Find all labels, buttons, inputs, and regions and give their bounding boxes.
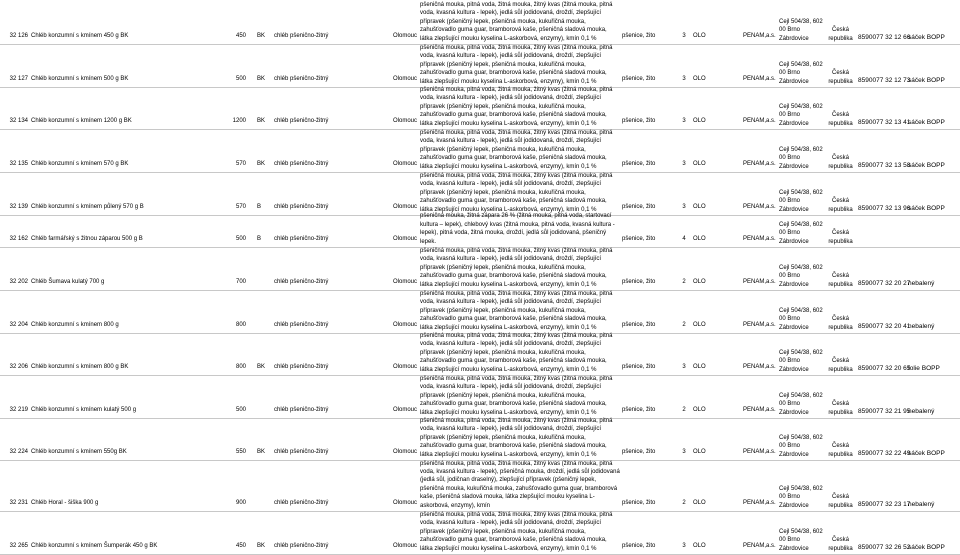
- allergens-cell: pšenice, žito: [622, 236, 656, 242]
- weight-cell: 1200: [232, 118, 246, 124]
- number-cell: 3: [682, 161, 686, 167]
- product-name-cell: Chléb konzumní s kmínem Šumperák 450 g BK: [31, 543, 158, 549]
- packaging-cell: folie BOPP: [908, 365, 940, 372]
- code-cell: 32 162: [9, 236, 28, 242]
- ingredients-cell: pšeničná mouka, pitná voda, žitná mouka, žitný kvas (žitná mouka, pitná voda, kvasná kultura - lepek), jedlá sůl jodidovaná, droždí, zlepšující přípravek (pšeničný lepek, pšeničná mouka, kukuřičná mouka, zahušťovadlo guma guar, bramborová kaše, pšeničná sladová mouka, látka zlepšující mouku kyselina L-askorbová, enzymy), kmín 0,1 %: [420, 332, 613, 373]
- kind-cell: chléb pšenično-žitný: [274, 76, 329, 82]
- packaging-cell: nebalený: [908, 280, 935, 287]
- table-row: [0, 130, 960, 173]
- allergens-cell: pšenice, žito: [622, 279, 656, 285]
- address-cell: Cejl 504/38, 602 00 Brno Zábrdovice: [779, 103, 823, 127]
- producer-code-cell: OLO: [693, 407, 706, 413]
- product-name-cell: Chléb konzumní s kmínem kulatý 500 g: [31, 407, 137, 413]
- producer-name-cell: PENAM,a.s.: [743, 407, 776, 413]
- unit-cell: BK: [257, 33, 266, 39]
- product-name-cell: Chléb Horal - šiška 900 g: [31, 500, 99, 506]
- kind-cell: chléb pšenično-žitný: [274, 118, 329, 124]
- packaging-cell: sáček BOPP: [908, 77, 945, 84]
- weight-cell: 500: [235, 407, 246, 413]
- unit-cell: BK: [257, 161, 266, 167]
- number-cell: 3: [682, 449, 686, 455]
- producer-code-cell: OLO: [693, 449, 706, 455]
- country-cell: Česká republika: [828, 358, 853, 373]
- city-cell: Olomouc: [392, 204, 417, 210]
- ingredients-cell: pšeničná mouka, pitná voda, žitná mouka, žitný kvas (žitná mouka, pitná voda, kvasná kultura - lepek), jedlá sůl jodidovaná, droždí, zlepšující přípravek (pšeničný lepek, pšeničná mouka, kukuřičná mouka, zahušťovadlo guma guar, bramborová kaše, pšeničná sladová mouka, látka zlepšující mouku kyselina L-askorbová, enzymy), kmín 0,1 %: [420, 44, 613, 85]
- unit-cell: BK: [257, 118, 266, 124]
- producer-name-cell: PENAM,a.s.: [743, 322, 776, 328]
- kind-cell: chléb pšenično-žitný: [274, 407, 329, 413]
- ean-cell: 8590077 32 23 17: [858, 501, 911, 508]
- code-cell: 32 219: [9, 407, 28, 413]
- producer-name-cell: PENAM,a.s.: [743, 76, 776, 82]
- packaging-cell: nebalený: [908, 323, 935, 330]
- number-cell: 2: [682, 407, 686, 413]
- table-row: [0, 291, 960, 334]
- weight-cell: 700: [235, 279, 246, 285]
- country-cell: Česká republika: [828, 155, 853, 170]
- unit-cell: BK: [257, 76, 266, 82]
- number-cell: 3: [682, 364, 686, 370]
- packaging-cell: nebalený: [908, 501, 935, 508]
- kind-cell: chléb pšenično-žitný: [274, 204, 329, 210]
- ingredients-cell: pšeničná mouka, pitná voda, žitná mouka, žitný kvas (žitná mouka, pitná voda, kvasná kultura - lepek), jedlá sůl jodidovaná, droždí, zlepšující přípravek (pšeničný lepek, pšeničná mouka, kukuřičná mouka, zahušťovadlo guma guar, bramborová kaše, pšeničná sladová mouka, látka zlepšující mouku kyselina L-askorbová, enzymy), kmín 0,1 %: [420, 86, 613, 127]
- ingredients-cell: pšeničná mouka, pitná voda, žitná mouka, žitný kvas (žitná mouka, pitná voda, kvasná kultura - lepek), jedlá sůl jodidovaná, droždí, zlepšující přípravek (pšeničný lepek, pšeničná mouka, kukuřičná mouka, zahušťovadlo guma guar, bramborová kaše, pšeničná sladová mouka, látka zlepšující mouku kyselina L-askorbová, enzymy), kmín 0,1 %: [420, 247, 613, 288]
- country-cell: Česká republika: [828, 401, 853, 416]
- product-name-cell: Chléb konzumní s kmínem půlený 570 g B: [31, 204, 144, 210]
- kind-cell: chléb pšenično-žitný: [274, 33, 329, 39]
- producer-code-cell: OLO: [693, 33, 706, 39]
- table-row: [0, 0, 960, 45]
- ean-cell: 8590077 32 12 73: [858, 77, 911, 84]
- city-cell: Olomouc: [392, 322, 417, 328]
- table-row: [0, 334, 960, 376]
- table-row: [0, 512, 960, 555]
- address-cell: Cejl 504/38, 602 00 Brno Zábrdovice: [779, 264, 823, 288]
- ean-cell: 8590077 32 22 49: [858, 450, 911, 457]
- producer-name-cell: PENAM,a.s.: [743, 161, 776, 167]
- code-cell: 32 231: [9, 500, 28, 506]
- country-cell: Česká republika: [828, 273, 853, 288]
- packaging-cell: nebalený: [908, 408, 935, 415]
- city-cell: Olomouc: [392, 118, 417, 124]
- table-row: [0, 248, 960, 291]
- unit-cell: BK: [257, 449, 266, 455]
- code-cell: 32 202: [9, 279, 28, 285]
- kind-cell: chléb pšenično-žitný: [274, 364, 329, 370]
- number-cell: 3: [682, 543, 686, 549]
- city-cell: Olomouc: [392, 500, 417, 506]
- ean-cell: 8590077 32 12 66: [858, 34, 911, 41]
- weight-cell: 500: [235, 76, 246, 82]
- product-name-cell: Chléb Šumava kulatý 700 g: [31, 279, 105, 285]
- product-name-cell: Chléb konzumní s kmínem 800 g: [31, 322, 119, 328]
- ingredients-cell: pšeničná mouka, pitná voda, žitná mouka, žitný kvas (žitná mouka, pitná voda, kvasná kultura - lepek), jedlá sůl jodidovaná, droždí, zlepšující přípravek (pšeničný lepek, pšeničná mouka, kukuřičná mouka, zahušťovadlo guma guar, bramborová kaše, pšeničná sladová mouka, látka zlepšující mouku kyselina L-askorbová, enzymy), kmín 0,1 %: [420, 1, 613, 42]
- unit-cell: B: [257, 204, 262, 210]
- producer-code-cell: OLO: [693, 76, 706, 82]
- kind-cell: chléb pšenično-žitný: [274, 322, 329, 328]
- city-cell: Olomouc: [392, 449, 417, 455]
- producer-name-cell: PENAM,a.s.: [743, 236, 776, 242]
- address-cell: Cejl 504/38, 602 00 Brno Zábrdovice: [779, 485, 823, 509]
- weight-cell: 900: [235, 500, 246, 506]
- allergens-cell: pšenice, žito: [622, 322, 656, 328]
- product-name-cell: Chléb farmářský s žitnou záparou 500 g B: [31, 236, 143, 242]
- country-cell: Česká republika: [828, 537, 853, 552]
- producer-code-cell: OLO: [693, 236, 706, 242]
- ingredients-cell: pšeničná mouka, pitná voda, žitná mouka, žitný kvas (žitná mouka, pitná voda, kvasná kultura - lepek), jedlá sůl jodidovaná, droždí, zlepšující přípravek (pšeničný lepek, pšeničná mouka, kukuřičná mouka, zahušťovadlo guma guar, bramborová kaše, pšeničná sladová mouka, látka zlepšující mouku kyselina L-askorbová, enzymy), kmín 0,1 %: [420, 172, 613, 213]
- table-row: [0, 173, 960, 216]
- ingredients-cell: pšeničná mouka, pitná voda, žitná mouka, žitný kvas (žitná mouka, pitná voda, kvasná kultura - lepek), jedlá sůl jodidovaná, droždí, zlepšující přípravek (pšeničný lepek, pšeničná mouka, kukuřičná mouka, zahušťovadlo guma guar, bramborová kaše, pšeničná sladová mouka, látka zlepšující mouku kyselina L-askorbová, enzymy), kmín 0,1 %: [420, 290, 613, 331]
- table-row: [0, 461, 960, 512]
- product-name-cell: Chléb konzumní s kmínem 800 g BK: [31, 364, 129, 370]
- allergens-cell: pšenice, žito: [622, 500, 656, 506]
- ean-cell: 8590077 32 13 96: [858, 205, 911, 212]
- address-cell: Cejl 504/38, 602 00 Brno Zábrdovice: [779, 146, 823, 170]
- weight-cell: 570: [235, 204, 246, 210]
- code-cell: 32 204: [9, 322, 28, 328]
- product-name-cell: Chléb konzumní s kmínem 550g BK: [31, 449, 127, 455]
- producer-code-cell: OLO: [693, 279, 706, 285]
- ingredients-cell: pšeničná mouka, žitná zápara 26 % (žitná mouka, pitná voda, startovací kultura – lepek), chlebový kvas (žitná mouka, pitná voda, kvasná kultura - lepek), pitná voda, žitná mouka, droždí, jedlá sůl jodidovaná, pšeničný lepek.: [420, 213, 615, 245]
- unit-cell: BK: [257, 364, 266, 370]
- ingredients-cell: pšeničná mouka, pitná voda, žitná mouka, žitný kvas (žitná mouka, pitná voda, kvasná kultura - lepek), jedlá sůl jodidovaná, droždí, zlepšující přípravek (pšeničný lepek, pšeničná mouka, kukuřičná mouka, zahušťovadlo guma guar, bramborová kaše, pšeničná sladová mouka, látka zlepšující mouku kyselina L-askorbová, enzymy), kmín 0,1 %: [420, 375, 613, 416]
- city-cell: Olomouc: [392, 236, 417, 242]
- ean-cell: 8590077 32 21 95: [858, 408, 911, 415]
- unit-cell: BK: [257, 543, 266, 549]
- kind-cell: chléb pšenično-žitný: [274, 236, 329, 242]
- code-cell: 32 224: [9, 449, 28, 455]
- country-cell: Česká republika: [828, 27, 853, 42]
- city-cell: Olomouc: [392, 76, 417, 82]
- producer-name-cell: PENAM,a.s.: [743, 279, 776, 285]
- allergens-cell: pšenice, žito: [622, 118, 656, 124]
- producer-name-cell: PENAM,a.s.: [743, 500, 776, 506]
- packaging-cell: sáček BOPP: [908, 119, 945, 126]
- code-cell: 32 265: [9, 543, 28, 549]
- country-cell: Česká republika: [828, 494, 853, 509]
- kind-cell: chléb pšenično-žitný: [274, 449, 329, 455]
- city-cell: Olomouc: [392, 161, 417, 167]
- table-row: [0, 213, 960, 248]
- country-cell: Česká republika: [828, 316, 853, 331]
- city-cell: Olomouc: [392, 364, 417, 370]
- weight-cell: 800: [235, 322, 246, 328]
- weight-cell: 800: [235, 364, 246, 370]
- producer-code-cell: OLO: [693, 161, 706, 167]
- table-row: [0, 419, 960, 461]
- producer-code-cell: OLO: [693, 204, 706, 210]
- allergens-cell: pšenice, žito: [622, 407, 656, 413]
- country-cell: Česká republika: [828, 443, 853, 458]
- producer-code-cell: OLO: [693, 500, 706, 506]
- weight-cell: 550: [235, 449, 246, 455]
- unit-cell: B: [257, 236, 262, 242]
- ean-cell: 8590077 32 20 41: [858, 323, 911, 330]
- kind-cell: chléb pšenično-žitný: [274, 500, 329, 506]
- address-cell: Cejl 504/38, 602 00 Brno Zábrdovice: [779, 392, 823, 416]
- packaging-cell: sáček BOPP: [908, 34, 945, 41]
- product-name-cell: Chléb konzumní s kmínem 1200 g BK: [31, 118, 132, 124]
- ingredients-cell: pšeničná mouka, pitná voda, žitná mouka, žitný kvas (žitná mouka, pitná voda, kvasná kultura - lepek), jedlá sůl jodidovaná, droždí, zlepšující přípravek (pšeničný lepek, pšeničná mouka, kukuřičná mouka, zahušťovadlo guma guar, bramborová kaše, pšeničná sladová mouka, látka zlepšující mouku kyselina L-askorbová, enzymy), kmín 0,1 %: [420, 511, 613, 552]
- code-cell: 32 127: [9, 76, 28, 82]
- table-row: [0, 45, 960, 88]
- allergens-cell: pšenice, žito: [622, 543, 656, 549]
- country-cell: Česká republika: [828, 230, 853, 245]
- allergens-cell: pšenice, žito: [622, 364, 656, 370]
- table-row: [0, 88, 960, 130]
- producer-name-cell: PENAM,a.s.: [743, 33, 776, 39]
- city-cell: Olomouc: [392, 407, 417, 413]
- producer-name-cell: PENAM,a.s.: [743, 118, 776, 124]
- address-cell: Cejl 504/38, 602 00 Brno Zábrdovice: [779, 307, 823, 331]
- ean-cell: 8590077 32 13 58: [858, 162, 911, 169]
- number-cell: 2: [682, 500, 686, 506]
- allergens-cell: pšenice, žito: [622, 33, 656, 39]
- weight-cell: 450: [235, 33, 246, 39]
- product-name-cell: Chléb konzumní s kmínem 450 g BK: [31, 33, 129, 39]
- number-cell: 3: [682, 33, 686, 39]
- producer-name-cell: PENAM,a.s.: [743, 449, 776, 455]
- code-cell: 32 206: [9, 364, 28, 370]
- number-cell: 3: [682, 118, 686, 124]
- address-cell: Cejl 504/38, 602 00 Brno Zábrdovice: [779, 221, 823, 245]
- ean-cell: 8590077 32 20 27: [858, 280, 911, 287]
- number-cell: 3: [682, 76, 686, 82]
- address-cell: Cejl 504/38, 602 00 Brno Zábrdovice: [779, 18, 823, 42]
- packaging-cell: sáček BOPP: [908, 162, 945, 169]
- weight-cell: 570: [235, 161, 246, 167]
- city-cell: Olomouc: [392, 279, 417, 285]
- code-cell: 32 134: [9, 118, 28, 124]
- number-cell: 4: [682, 236, 686, 242]
- producer-name-cell: PENAM,a.s.: [743, 204, 776, 210]
- code-cell: 32 139: [9, 204, 28, 210]
- table-row: [0, 376, 960, 419]
- number-cell: 3: [682, 204, 686, 210]
- address-cell: Cejl 504/38, 602 00 Brno Zábrdovice: [779, 189, 823, 213]
- allergens-cell: pšenice, žito: [622, 76, 656, 82]
- number-cell: 2: [682, 279, 686, 285]
- city-cell: Olomouc: [392, 543, 417, 549]
- kind-cell: chléb pšenično-žitný: [274, 161, 329, 167]
- allergens-cell: pšenice, žito: [622, 449, 656, 455]
- allergens-cell: pšenice, žito: [622, 161, 656, 167]
- producer-code-cell: OLO: [693, 364, 706, 370]
- product-name-cell: Chléb konzumní s kmínem 500 g BK: [31, 76, 129, 82]
- weight-cell: 450: [235, 543, 246, 549]
- country-cell: Česká republika: [828, 70, 853, 85]
- ean-cell: 8590077 32 13 41: [858, 119, 911, 126]
- ingredients-cell: pšeničná mouka, pitná voda, žitná mouka, žitný kvas (žitná mouka, pitná voda, kvasná kultura - lepek), pšeničná mouka, droždí, jedlá sůl jodidovaná (jedlá sůl, jodičnan draselný), zlepšující přípravek (pšeničný lepek, pšeničná mouka, kukuřičná mouka, zahušťovadlo guma guar, bramborová kaše, pšeničná sladová mouka, látka zlepšující mouku kyselina L-askorbová, enzymy), kmín: [420, 460, 620, 509]
- kind-cell: chléb pšenično-žitný: [274, 279, 329, 285]
- ingredients-cell: pšeničná mouka, pitná voda, žitná mouka, žitný kvas (žitná mouka, pitná voda, kvasná kultura - lepek), jedlá sůl jodidovaná, droždí, zlepšující přípravek (pšeničný lepek, pšeničná mouka, kukuřičná mouka, zahušťovadlo guma guar, bramborová kaše, pšeničná sladová mouka, látka zlepšující mouku kyselina L-askorbová, enzymy), kmín 0,1 %: [420, 129, 613, 170]
- city-cell: Olomouc: [392, 33, 417, 39]
- address-cell: Cejl 504/38, 602 00 Brno Zábrdovice: [779, 528, 823, 552]
- number-cell: 2: [682, 322, 686, 328]
- producer-code-cell: OLO: [693, 322, 706, 328]
- country-cell: Česká republika: [828, 112, 853, 127]
- packaging-cell: sáček BOPP: [908, 544, 945, 551]
- producer-name-cell: PENAM,a.s.: [743, 364, 776, 370]
- ean-cell: 8590077 32 20 65: [858, 365, 911, 372]
- code-cell: 32 126: [9, 33, 28, 39]
- country-cell: Česká republika: [828, 198, 853, 213]
- packaging-cell: sáček BOPP: [908, 450, 945, 457]
- allergens-cell: pšenice, žito: [622, 204, 656, 210]
- address-cell: Cejl 504/38, 602 00 Brno Zábrdovice: [779, 61, 823, 85]
- kind-cell: chléb pšenično-žitný: [274, 543, 329, 549]
- address-cell: Cejl 504/38, 602 00 Brno Zábrdovice: [779, 434, 823, 458]
- packaging-cell: sáček BOPP: [908, 205, 945, 212]
- code-cell: 32 135: [9, 161, 28, 167]
- producer-code-cell: OLO: [693, 543, 706, 549]
- weight-cell: 500: [235, 236, 246, 242]
- ean-cell: 8590077 32 26 52: [858, 544, 911, 551]
- producer-name-cell: PENAM,a.s.: [743, 543, 776, 549]
- producer-code-cell: OLO: [693, 118, 706, 124]
- product-name-cell: Chléb konzumní s kmínem 570 g BK: [31, 161, 129, 167]
- address-cell: Cejl 504/38, 602 00 Brno Zábrdovice: [779, 349, 823, 373]
- ingredients-cell: pšeničná mouka, pitná voda, žitná mouka, žitný kvas (žitná mouka, pitná voda, kvasná kultura - lepek), jedlá sůl jodidovaná, droždí, zlepšující přípravek (pšeničný lepek, pšeničná mouka, kukuřičná mouka, zahušťovadlo guma guar, bramborová kaše, pšeničná sladová mouka, látka zlepšující mouku kyselina L-askorbová, enzymy), kmín 0,1 %: [420, 417, 613, 458]
